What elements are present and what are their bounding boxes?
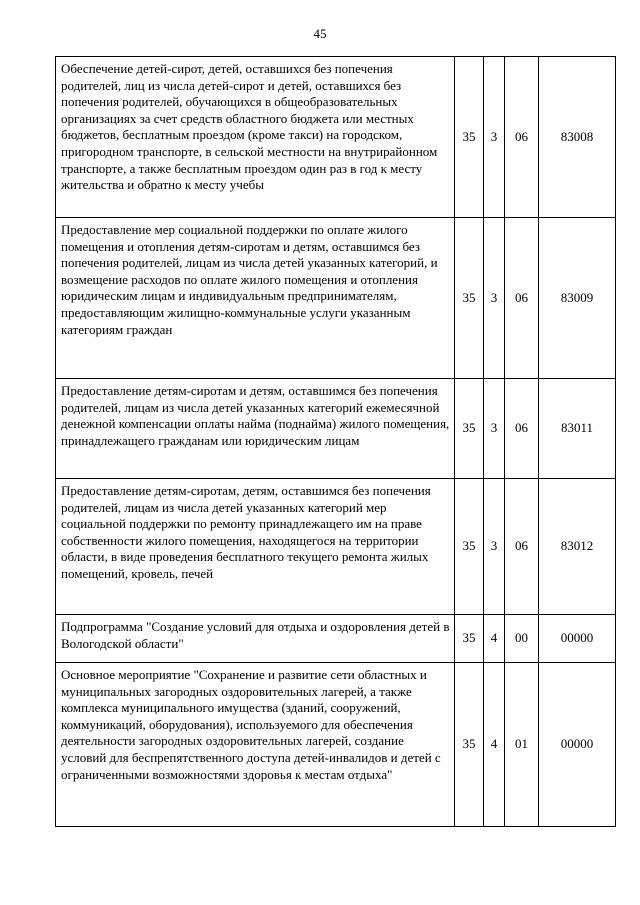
program-code: 35: [455, 379, 484, 479]
row-description: Обеспечение детей-сирот, детей, оставшихся без попечения родителей, лиц из числа детей-сирот и детей, оставшихся без попечения родителей, обучающихся в общеобразовательных организациях за счет средств областного бюджета или местных бюджетов, бесплатным проездом (кроме такси) на городском, пригородном транспорте, в сельской местности на внутрирайонном транспорте, а также бесплатным проездом один раз в год к месту жительства и обратно к месту учебы: [56, 57, 455, 218]
row-description: Предоставление детям-сиротам, детям, оставшимся без попечения родителей, лицам из числа детей указанных категорий мер социальной поддержки по ремонту принадлежащего им на праве собственности жилого помещения, находящегося на территории области, в виде проведения бесплатного текущего ремонта жилых помещений, кровель, печей: [56, 479, 455, 615]
table-row: [56, 218, 616, 379]
table-row: [56, 479, 616, 615]
row-description: Предоставление детям-сиротам и детям, оставшимся без попечения родителей, лицам из числа детей указанных категорий ежемесячной денежной компенсации оплаты найма (поднайма) жилого помещения, принадлежащего гражданам или юридическим лицам: [56, 379, 455, 479]
direction-code: 00000: [539, 663, 616, 827]
row-description: Основное мероприятие "Сохранение и развитие сети областных и муниципальных загородных оздоровительных лагерей, а также комплекса муниципального имущества (зданий, сооружений, коммуникаций, оборудования), используемого для обеспечения деятельности загородных оздоровительных лагерей, создание условий для беспрепятственного доступа детей-инвалидов и детей с ограниченными возможностями здоровья к местам отдыха": [56, 663, 455, 827]
direction-code: 83009: [539, 218, 616, 379]
subprogram-code: 3: [484, 479, 505, 615]
program-code: 35: [455, 479, 484, 615]
direction-code: 00000: [539, 615, 616, 663]
direction-code: 83008: [539, 57, 616, 218]
subprogram-code: 4: [484, 615, 505, 663]
program-code: 35: [455, 615, 484, 663]
activity-code: 06: [505, 379, 539, 479]
page-number: 45: [313, 26, 327, 41]
subprogram-code: 4: [484, 663, 505, 827]
subprogram-code: 3: [484, 379, 505, 479]
direction-code: 83011: [539, 379, 616, 479]
program-code: 35: [455, 663, 484, 827]
program-code: 35: [455, 57, 484, 218]
activity-code: 06: [505, 57, 539, 218]
activity-code: 00: [505, 615, 539, 663]
table-row: [56, 663, 616, 827]
budget-classification-table: [55, 56, 616, 827]
subprogram-code: 3: [484, 218, 505, 379]
activity-code: 06: [505, 218, 539, 379]
subprogram-code: 3: [484, 57, 505, 218]
table-row: [56, 615, 616, 663]
direction-code: 83012: [539, 479, 616, 615]
row-description: Предоставление мер социальной поддержки по оплате жилого помещения и отопления детям-сиротам и детям, оставшимся без попечения родителей, лицам из числа детей указанных категорий, и возмещение расходов по оплате жилого помещения и отопления юридическим лицам и индивидуальным предпринимателям, предоставляющим жилищно-коммунальные услуги указанным категориям граждан: [56, 218, 455, 379]
row-description: Подпрограмма "Создание условий для отдыха и оздоровления детей в Вологодской области": [56, 615, 455, 663]
table-row: [56, 379, 616, 479]
program-code: 35: [455, 218, 484, 379]
activity-code: 01: [505, 663, 539, 827]
activity-code: 06: [505, 479, 539, 615]
table-row: [56, 57, 616, 218]
